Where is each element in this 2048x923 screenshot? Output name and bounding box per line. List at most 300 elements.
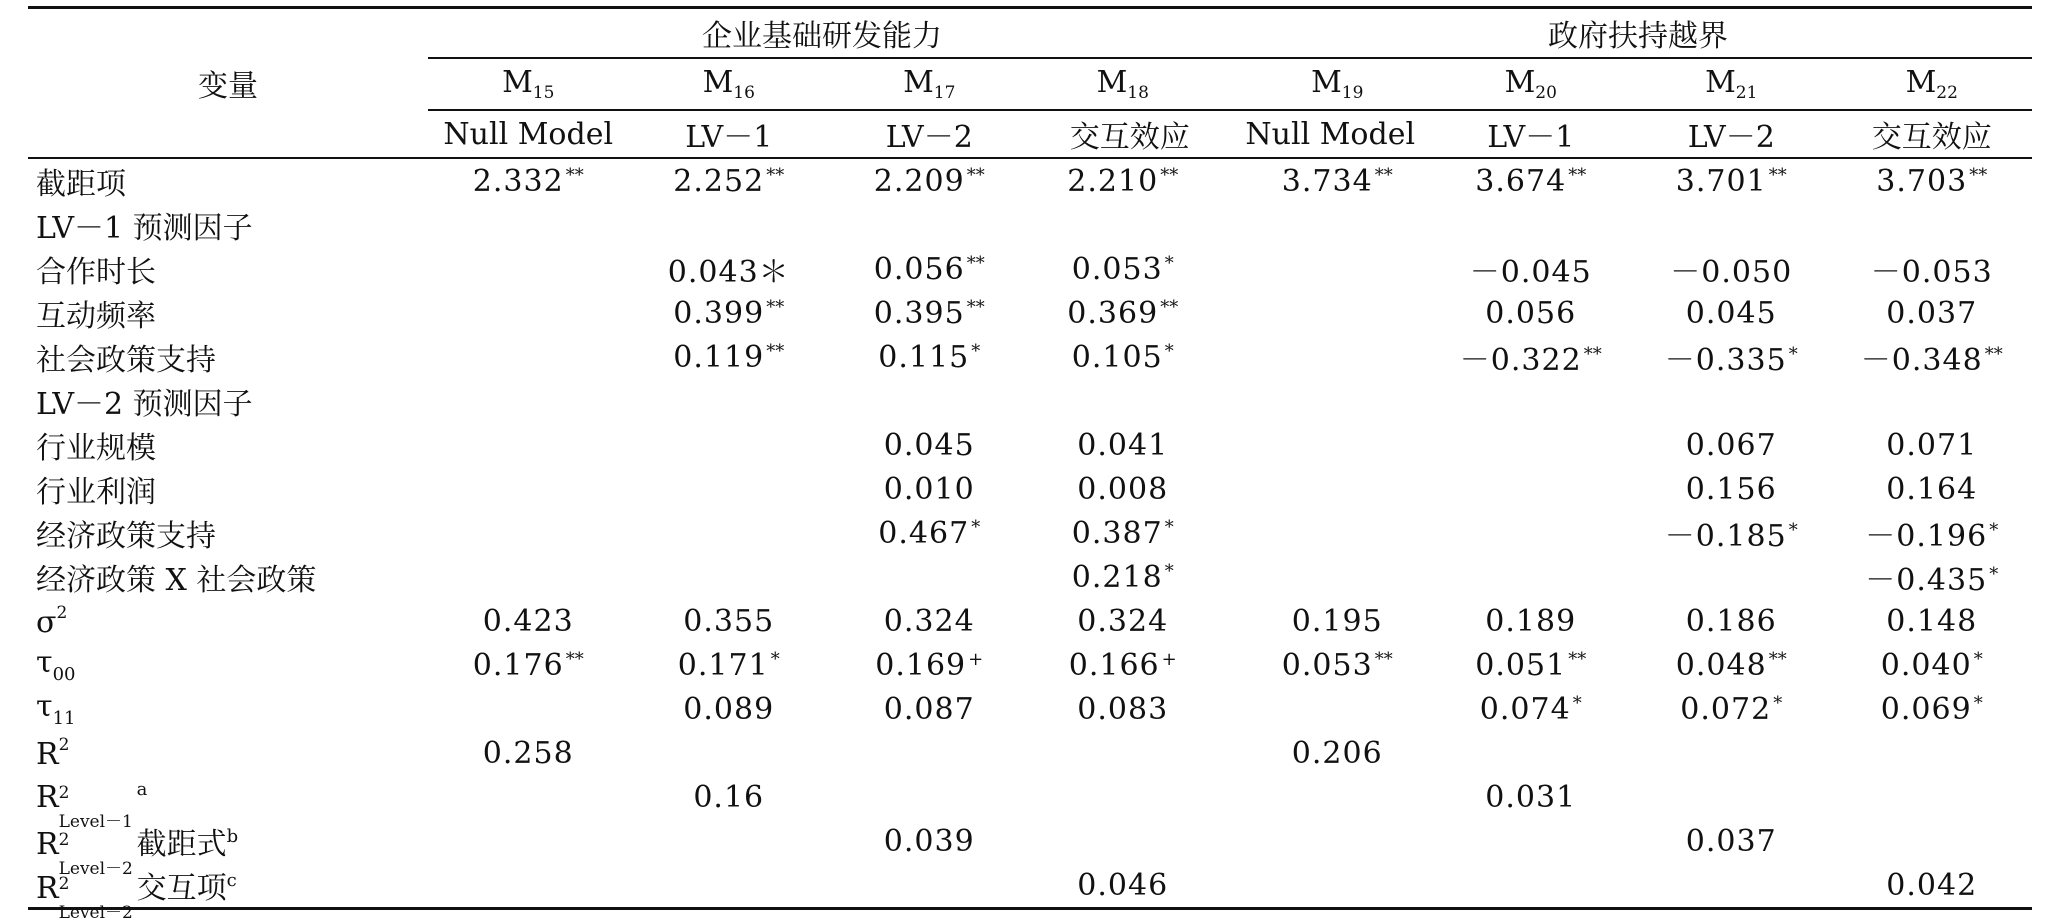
value-cell <box>629 158 830 203</box>
value-cell <box>829 555 1030 599</box>
value-cell <box>1631 247 1832 291</box>
coefficient-value: 0.043＊ <box>667 255 790 290</box>
value-cell <box>1030 335 1231 379</box>
model-header-21 <box>1631 58 1832 110</box>
group-header-gov-overreach <box>1230 8 2032 59</box>
value-cell <box>1230 379 1431 423</box>
significance-marker: + <box>1161 648 1177 670</box>
value-cell <box>829 379 1030 423</box>
model-letter: M <box>502 65 533 100</box>
value-cell <box>1230 555 1431 599</box>
model-letter: M <box>1905 65 1937 100</box>
coefficient-value: 0.071 <box>1886 427 1978 463</box>
value-cell <box>1230 775 1431 819</box>
significance-marker: * <box>1572 692 1582 714</box>
value-cell <box>1832 379 2033 423</box>
coefficient-value: 0.045 <box>883 427 975 463</box>
value-cell <box>629 247 830 291</box>
value-cell <box>1832 158 2033 203</box>
value-cell <box>1631 158 1832 203</box>
value-cell <box>1631 775 1832 819</box>
value-cell <box>1230 203 1431 247</box>
row-label: 合作时长 <box>36 255 156 290</box>
table-header <box>28 8 2032 159</box>
value-cell <box>1832 335 2033 379</box>
row-label-sigma-squared <box>28 599 428 643</box>
value-cell <box>1631 599 1832 643</box>
value-cell <box>1030 423 1231 467</box>
coefficient-value: 0.083 <box>1077 691 1169 727</box>
significance-marker: * <box>971 516 981 538</box>
coefficient-value: 0.045 <box>1685 295 1777 331</box>
value-cell <box>428 467 629 511</box>
coefficient-value: 0.048 <box>1675 647 1767 683</box>
row-label: 经济政策支持 <box>36 519 216 554</box>
table-row <box>28 643 2032 687</box>
value-cell <box>1030 467 1231 511</box>
value-cell <box>1230 599 1431 643</box>
coefficient-value: 3.734 <box>1281 163 1373 199</box>
coefficient-value: 0.089 <box>683 691 775 727</box>
row-label: 社会政策支持 <box>36 343 216 378</box>
value-cell <box>1832 555 2033 599</box>
coefficient-value: 2.209 <box>873 163 965 199</box>
value-cell <box>629 291 830 335</box>
value-cell <box>1030 643 1231 687</box>
model-subscript: 19 <box>1341 83 1364 103</box>
coefficient-value: 0.176 <box>472 647 564 683</box>
row-label-tau00 <box>28 643 428 687</box>
table-row <box>28 379 2032 423</box>
table-row <box>28 599 2032 643</box>
significance-marker: * <box>770 648 780 670</box>
model-header-20 <box>1431 58 1632 110</box>
value-cell <box>829 335 1030 379</box>
coefficient-value: 0.087 <box>883 691 975 727</box>
coefficient-value: －0.050 <box>1670 255 1793 290</box>
model-type-header: LV－1 <box>1431 110 1632 158</box>
table-row <box>28 775 2032 819</box>
value-cell <box>1230 247 1431 291</box>
r-symbol: R <box>36 871 59 906</box>
value-cell <box>1832 819 2033 863</box>
group-header-rd-capability <box>428 8 1230 59</box>
value-cell <box>829 423 1030 467</box>
coefficient-value: 0.258 <box>482 735 574 771</box>
value-cell <box>1431 687 1632 731</box>
coefficient-value: 0.008 <box>1077 471 1169 507</box>
value-cell <box>1631 731 1832 775</box>
table-row <box>28 203 2032 247</box>
coefficient-value: 0.324 <box>1077 603 1169 639</box>
coefficient-value: 0.387 <box>1071 515 1163 551</box>
value-cell <box>629 599 830 643</box>
value-cell <box>1631 819 1832 863</box>
value-cell <box>1631 687 1832 731</box>
value-cell <box>629 687 830 731</box>
value-cell <box>1431 467 1632 511</box>
coefficient-value: 0.067 <box>1685 427 1777 463</box>
significance-marker: + <box>968 648 984 670</box>
significance-marker: ** <box>966 296 985 318</box>
table-row <box>28 511 2032 555</box>
coefficient-value: 0.040 <box>1880 647 1972 683</box>
model-type-header: Null Model <box>428 110 629 158</box>
value-cell <box>829 511 1030 555</box>
value-cell <box>1631 555 1832 599</box>
coefficient-value: 0.046 <box>1077 867 1169 903</box>
model-letter: M <box>903 65 934 100</box>
value-cell <box>1832 687 2033 731</box>
coefficient-value: 0.072 <box>1680 691 1772 727</box>
coefficient-value: －0.322 <box>1459 343 1582 378</box>
value-cell <box>1431 643 1632 687</box>
coefficient-value: 0.186 <box>1685 603 1777 639</box>
row-label-r-squared <box>28 731 428 775</box>
model-subscript: 21 <box>1735 83 1758 103</box>
value-cell <box>629 555 830 599</box>
value-cell <box>1631 335 1832 379</box>
value-cell <box>1631 423 1832 467</box>
value-cell <box>1631 379 1832 423</box>
significance-marker: ** <box>1568 164 1587 186</box>
coefficient-value: 0.16 <box>693 779 765 815</box>
table-row <box>28 863 2032 909</box>
value-cell <box>629 423 830 467</box>
value-cell <box>1832 511 2033 555</box>
coefficient-value: －0.335 <box>1664 343 1787 378</box>
value-cell <box>428 158 629 203</box>
significance-marker: ** <box>1583 344 1602 365</box>
value-cell <box>629 379 830 423</box>
significance-marker: ** <box>766 340 785 362</box>
value-cell <box>428 687 629 731</box>
value-cell <box>829 775 1030 819</box>
value-cell <box>428 379 629 423</box>
model-subscript: 22 <box>1936 83 1958 103</box>
value-cell <box>1030 203 1231 247</box>
coefficient-value: 0.423 <box>482 603 574 639</box>
coefficient-value: 0.395 <box>873 295 965 331</box>
r-level-text: 截距式 <box>136 827 227 862</box>
model-header-22 <box>1832 58 2033 110</box>
r-symbol: R <box>36 780 59 815</box>
value-cell <box>428 511 629 555</box>
value-cell <box>1030 775 1231 819</box>
coefficient-value: －0.185 <box>1664 519 1787 554</box>
value-cell <box>829 643 1030 687</box>
coefficient-value: 0.369 <box>1067 295 1159 331</box>
value-cell <box>428 335 629 379</box>
value-cell <box>1230 467 1431 511</box>
table-row <box>28 291 2032 335</box>
significance-marker: * <box>1773 692 1783 714</box>
variable-column-header: 变量 <box>28 8 428 159</box>
coefficient-value: 0.053 <box>1281 647 1373 683</box>
value-cell <box>1631 467 1832 511</box>
coefficient-value: 0.355 <box>683 603 775 639</box>
model-subscript: 17 <box>933 83 956 103</box>
tau-subscript: 11 <box>52 708 76 729</box>
model-header-19 <box>1230 58 1431 110</box>
value-cell <box>1030 158 1231 203</box>
coefficient-value: －0.348 <box>1860 343 1983 378</box>
significance-marker: ** <box>1969 164 1988 186</box>
model-header-15 <box>428 58 629 110</box>
coefficient-value: 2.210 <box>1067 163 1159 199</box>
value-cell <box>1431 379 1632 423</box>
regression-table-page <box>28 6 2032 923</box>
value-cell <box>1832 423 2033 467</box>
model-subscript: 15 <box>532 83 555 103</box>
significance-marker: ** <box>1374 648 1393 670</box>
coefficient-value: 0.051 <box>1475 647 1567 683</box>
value-cell <box>1230 335 1431 379</box>
coefficient-value: 0.069 <box>1880 691 1972 727</box>
value-cell <box>1631 643 1832 687</box>
row-label: 行业利润 <box>36 475 156 510</box>
coefficient-value: 0.467 <box>878 515 970 551</box>
value-cell <box>629 643 830 687</box>
significance-marker: * <box>1164 516 1174 538</box>
model-type-header: LV－2 <box>1631 110 1832 158</box>
coefficient-value: 0.074 <box>1479 691 1571 727</box>
significance-marker: ** <box>1160 164 1179 186</box>
value-cell <box>1832 467 2033 511</box>
significance-marker: ** <box>1160 296 1179 318</box>
coefficient-value: 2.252 <box>673 163 765 199</box>
row-label: 互动频率 <box>36 299 156 334</box>
value-cell <box>1431 291 1632 335</box>
coefficient-value: 0.218 <box>1071 559 1163 595</box>
coefficient-value: 0.166 <box>1068 647 1160 683</box>
value-cell <box>1431 731 1632 775</box>
table-row <box>28 423 2032 467</box>
coefficient-value: 0.042 <box>1886 867 1978 903</box>
coefficient-value: 2.332 <box>472 163 564 199</box>
coefficient-value: 0.164 <box>1886 471 1978 507</box>
coefficient-value: 0.053 <box>1071 251 1163 287</box>
tau-symbol: τ <box>36 645 53 680</box>
footnote-marker: a <box>136 779 148 800</box>
significance-marker: * <box>1989 520 1999 541</box>
value-cell <box>629 511 830 555</box>
table-body <box>28 158 2032 923</box>
significance-marker: ** <box>1568 648 1587 670</box>
value-cell <box>428 819 629 863</box>
value-cell <box>829 819 1030 863</box>
value-cell <box>1431 247 1632 291</box>
r-level-subscript: Level－2 <box>58 903 133 923</box>
value-cell <box>1832 599 2033 643</box>
value-cell <box>1431 203 1632 247</box>
value-cell <box>1431 511 1632 555</box>
value-cell <box>1030 291 1231 335</box>
value-cell <box>428 291 629 335</box>
significance-marker: ** <box>966 164 985 186</box>
significance-marker: * <box>1788 520 1798 541</box>
value-cell <box>829 467 1030 511</box>
coefficient-value: 0.148 <box>1886 603 1978 639</box>
row-label-r2-level1 <box>28 775 428 832</box>
value-cell <box>1030 863 1231 909</box>
value-cell <box>428 731 629 775</box>
value-cell <box>1631 863 1832 909</box>
value-cell <box>629 775 830 819</box>
model-header-18 <box>1030 58 1231 110</box>
value-cell <box>829 158 1030 203</box>
coefficient-value: 0.037 <box>1886 295 1978 331</box>
coefficient-value: 0.041 <box>1077 427 1169 463</box>
row-label: 截距项 <box>36 167 126 202</box>
significance-marker: * <box>1973 692 1983 714</box>
value-cell <box>629 819 830 863</box>
coefficient-value: 0.156 <box>1685 471 1777 507</box>
table-row <box>28 687 2032 731</box>
value-cell <box>1431 335 1632 379</box>
value-cell <box>1030 555 1231 599</box>
value-cell <box>428 863 629 909</box>
significance-marker: ** <box>1768 164 1787 186</box>
value-cell <box>428 643 629 687</box>
value-cell <box>829 291 1030 335</box>
value-cell <box>1230 511 1431 555</box>
coefficient-value: 0.119 <box>673 339 765 375</box>
model-type-header: 交互效应 <box>1030 110 1231 158</box>
group1-label: 企业基础研发能力 <box>702 19 942 54</box>
significance-marker: ** <box>766 296 785 318</box>
coefficient-value: 0.105 <box>1071 339 1163 375</box>
value-cell <box>1431 599 1632 643</box>
value-cell <box>1631 203 1832 247</box>
value-cell <box>1431 423 1632 467</box>
significance-marker: ** <box>565 648 584 670</box>
tau-symbol: τ <box>36 689 53 724</box>
value-cell <box>1230 863 1431 909</box>
coefficient-value: 0.010 <box>883 471 975 507</box>
coefficient-value: 0.031 <box>1485 779 1577 815</box>
value-cell <box>428 555 629 599</box>
value-cell <box>829 203 1030 247</box>
value-cell <box>1832 863 2033 909</box>
value-cell <box>1832 291 2033 335</box>
row-label: 经济政策 X 社会政策 <box>36 563 317 598</box>
significance-marker: * <box>1989 564 1999 585</box>
value-cell <box>1431 819 1632 863</box>
value-cell <box>1431 158 1632 203</box>
coefficient-value: －0.435 <box>1865 563 1988 598</box>
value-cell <box>1832 247 2033 291</box>
model-type-header: LV－1 <box>629 110 830 158</box>
model-header-16 <box>629 58 830 110</box>
value-cell <box>829 731 1030 775</box>
coefficient-value: 0.195 <box>1291 603 1383 639</box>
coefficient-value: 3.701 <box>1675 163 1767 199</box>
model-letter: M <box>1096 65 1128 100</box>
footnote-marker: b <box>226 826 239 847</box>
value-cell <box>1030 687 1231 731</box>
significance-marker: * <box>1973 648 1983 670</box>
tau-subscript: 00 <box>52 664 76 685</box>
value-cell <box>629 731 830 775</box>
value-cell <box>629 203 830 247</box>
r-superscript: 2 <box>58 783 70 803</box>
value-cell <box>629 863 830 909</box>
r-superscript: 2 <box>58 830 70 850</box>
coefficient-value: 0.169 <box>875 647 967 683</box>
value-cell <box>428 775 629 819</box>
row-label: 行业规模 <box>36 431 156 466</box>
value-cell <box>1832 203 2033 247</box>
value-cell <box>1230 819 1431 863</box>
value-cell <box>428 203 629 247</box>
table-row <box>28 731 2032 775</box>
model-letter: M <box>1311 65 1342 100</box>
value-cell <box>1230 687 1431 731</box>
coefficient-value: －0.053 <box>1870 255 1993 290</box>
value-cell <box>1230 423 1431 467</box>
significance-marker: * <box>1788 344 1798 365</box>
coefficient-value: 3.703 <box>1876 163 1968 199</box>
significance-marker: ** <box>1374 164 1393 186</box>
value-cell <box>428 423 629 467</box>
value-cell <box>829 687 1030 731</box>
value-cell <box>1030 247 1231 291</box>
sigma-symbol: σ <box>36 604 57 640</box>
r-symbol: R <box>36 827 59 862</box>
table-row <box>28 467 2032 511</box>
r-symbol: R <box>36 736 59 772</box>
model-type-header: Null Model <box>1230 110 1431 158</box>
value-cell <box>428 247 629 291</box>
value-cell <box>1631 511 1832 555</box>
significance-marker: ** <box>766 164 785 186</box>
value-cell <box>1030 599 1231 643</box>
r-level-subscript: Level－1 <box>58 812 133 832</box>
results-table <box>28 6 2032 923</box>
value-cell <box>1431 775 1632 819</box>
significance-marker: ** <box>1768 648 1787 670</box>
coefficient-value: 0.115 <box>878 339 970 375</box>
model-type-header: LV－2 <box>829 110 1030 158</box>
table-row <box>28 158 2032 203</box>
coefficient-value: －0.196 <box>1865 519 1988 554</box>
significance-marker: ** <box>565 164 584 186</box>
model-letter: M <box>702 65 734 100</box>
value-cell <box>1030 511 1231 555</box>
value-cell <box>829 599 1030 643</box>
value-cell <box>1230 158 1431 203</box>
group2-label: 政府扶持越界 <box>1548 19 1728 54</box>
value-cell <box>1431 555 1632 599</box>
significance-marker: * <box>1164 252 1174 274</box>
significance-marker: ** <box>966 252 985 274</box>
coefficient-value: 0.399 <box>673 295 765 331</box>
value-cell <box>1230 731 1431 775</box>
coefficient-value: 0.189 <box>1485 603 1577 639</box>
footnote-marker: c <box>226 870 237 891</box>
value-cell <box>829 863 1030 909</box>
model-type-header: 交互效应 <box>1832 110 2033 158</box>
value-cell <box>1030 379 1231 423</box>
r-level-text: 交互项 <box>136 871 227 906</box>
value-cell <box>1631 291 1832 335</box>
significance-marker: * <box>1164 340 1174 362</box>
table-row <box>28 335 2032 379</box>
coefficient-value: 0.037 <box>1685 823 1777 859</box>
sigma-superscript: 2 <box>56 602 68 623</box>
value-cell <box>1230 643 1431 687</box>
